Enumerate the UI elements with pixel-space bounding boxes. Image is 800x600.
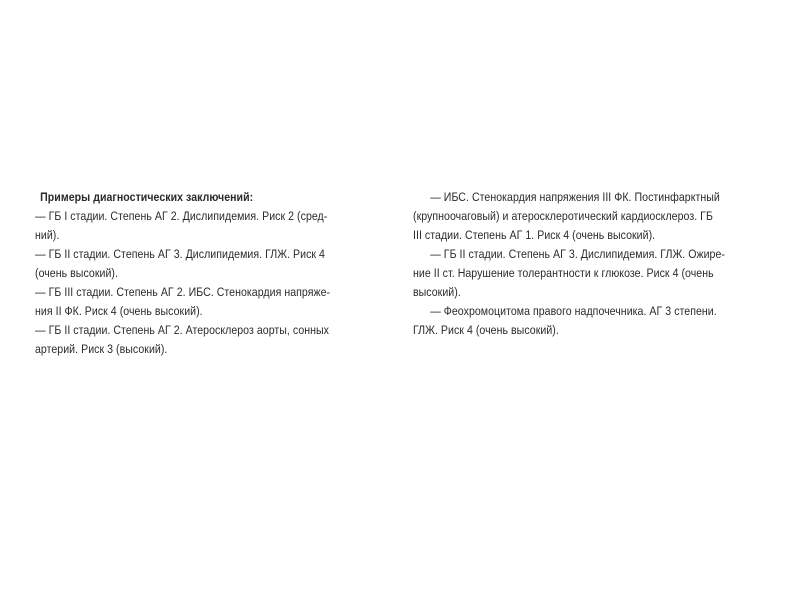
- text-line: ГЛЖ. Риск 4 (очень высокий).: [413, 323, 559, 337]
- section-heading: Примеры диагностических заключений:: [40, 190, 254, 204]
- text-line: — ГБ III стадии. Степень АГ 2. ИБС. Стенокардия напряже-: [35, 285, 331, 299]
- left-column: [35, 188, 389, 359]
- text-line: ния II ФК. Риск 4 (очень высокий).: [35, 304, 203, 318]
- text-line: — ГБ II стадии. Степень АГ 3. Дислипидемия. ГЛЖ. Риск 4: [35, 247, 325, 261]
- text-line: (очень высокий).: [35, 266, 118, 280]
- text-line: ний).: [35, 228, 60, 242]
- text-line: III стадии. Степень АГ 1. Риск 4 (очень высокий).: [413, 228, 656, 242]
- text-line: артерий. Риск 3 (высокий).: [35, 342, 168, 356]
- text-line: (крупноочаговый) и атеросклеротический кардиосклероз. ГБ: [413, 209, 713, 223]
- text-line: высокий).: [413, 285, 461, 299]
- text-line: — Феохромоцитома правого надпочечника. АГ 3 степени.: [430, 304, 717, 318]
- text-line: — ГБ I стадии. Степень АГ 2. Дислипидемия. Риск 2 (сред-: [35, 209, 328, 223]
- text-line: — ГБ II стадии. Степень АГ 3. Дислипидемия. ГЛЖ. Ожире-: [430, 247, 725, 261]
- right-column: [413, 188, 791, 340]
- text-line: — ИБС. Стенокардия напряжения III ФК. Постинфарктный: [430, 190, 720, 204]
- text-line: ние II ст. Нарушение толерантности к глюкозе. Риск 4 (очень: [413, 266, 714, 280]
- text-line: — ГБ II стадии. Степень АГ 2. Атеросклероз аорты, сонных: [35, 323, 330, 337]
